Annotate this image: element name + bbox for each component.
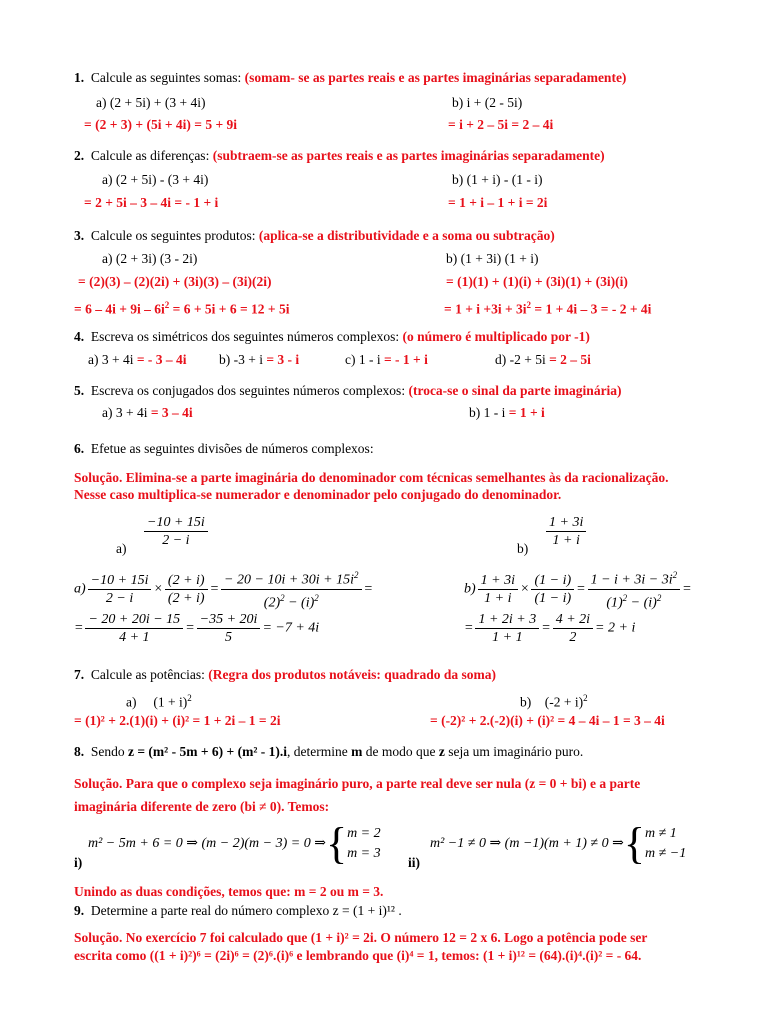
q8-ii-case2: m ≠ −1 xyxy=(644,846,687,861)
q7-b-exp: 2 xyxy=(583,693,588,703)
q7-number: 7. xyxy=(74,667,85,682)
q6-b-numerator: 1 + 3i xyxy=(546,514,586,532)
q5-hint: (troca-se o sinal da parte imaginária) xyxy=(408,383,622,398)
q4-b-solution: = 3 - i xyxy=(266,352,300,367)
q2-solution-a: = 2 + 5i – 3 – 4i = - 1 + i xyxy=(84,195,219,210)
q5-prompt xyxy=(74,382,622,400)
q3-item-b: b) (1 + 3i) (1 + i) xyxy=(446,251,539,266)
q1-solution-b: = i + 2 – 5i = 2 – 4i xyxy=(448,117,554,132)
q5-text: Escreva os conjugados dos seguintes números complexos: xyxy=(90,383,406,398)
q6-a-denominator: 2 − i xyxy=(162,533,190,548)
q8-m-var: m xyxy=(351,744,363,759)
q9-solution-line1: Solução. No exercício 7 foi calculado que (1 + i)² = 2i. O número 12 = 2 x 6. Logo a potência pode ser xyxy=(74,930,648,945)
q4-d-solution: = 2 – 5i xyxy=(549,352,591,367)
q6-b-expansion-1: b) $\frac{1 + 3i}{1 + i}$ × $\frac{(1 - i)}{(1 - i)}$ = $\frac{1 - i + 3i - 3i^2}{(1)^2 - (i)^2}$ = xyxy=(464,567,692,611)
q6-b-f3-num-exp: 2 xyxy=(672,570,678,580)
q7-a-expr: (1 + i) xyxy=(153,694,188,710)
q8-i-case1: m = 2 xyxy=(347,826,381,841)
q4-c-solution: = - 1 + i xyxy=(383,352,428,367)
q6-b-f3-den-a: (1) xyxy=(606,595,623,611)
q6-a-f3-den-a: (2) xyxy=(263,595,281,611)
q6-a-f3-den-exp2: 2 xyxy=(314,592,319,603)
q6-b-work-label: b) xyxy=(464,581,476,597)
q8-ii-brace: { xyxy=(623,819,645,868)
q8-ii-equation: m² −1 ≠ 0 ⇒ (m −1)(m + 1) ≠ 0 ⇒ xyxy=(430,836,624,852)
q7-b-expr: (-2 + i) xyxy=(544,694,584,710)
q6-prompt xyxy=(74,440,374,458)
q6-b-f3-num: 1 − i + 3i − 3i xyxy=(590,572,673,588)
q1-prompt xyxy=(74,69,626,87)
q6-b-label: b) xyxy=(517,541,529,556)
q6-a-work-label: a) xyxy=(74,581,86,597)
q8-conclusion: Unindo as duas condições, temos que: m = 2 ou m = 3. xyxy=(74,884,384,899)
q8-number: 8. xyxy=(74,744,85,759)
q7-solution-b: = (-2)² + 2.(-2)(i) + (i)² = 4 – 4i – 1 = 3 – 4i xyxy=(430,713,665,728)
q8-text-post: seja um imaginário puro. xyxy=(444,744,584,759)
q7-item-a xyxy=(126,689,192,712)
q1-solution-a: = (2 + 3) + (5i + 4i) = 5 + 9i xyxy=(84,117,238,132)
q3-text: Calcule os seguintes produtos: xyxy=(90,228,256,243)
q5-a-label: a) 3 + 4i xyxy=(102,405,148,420)
q1-text: Calcule as seguintes somas: xyxy=(90,70,242,85)
q7-b-label: b) xyxy=(520,694,532,710)
q4-number: 4. xyxy=(74,329,85,344)
q6-b-f3-den-exp1: 2 xyxy=(622,592,628,603)
q7-solution-a: = (1)² + 2.(1)(i) + (i)² = 1 + 2i – 1 = 2i xyxy=(74,713,281,728)
q1-number: 1. xyxy=(74,70,85,85)
q1-item-b: b) i + (2 - 5i) xyxy=(452,95,523,110)
q6-a2-f1-num: − 20 + 20i − 15 xyxy=(85,611,183,629)
q6-a-f3-den-exp1: 2 xyxy=(280,592,285,603)
q6-a-expansion-2: = $\frac{- 20 + 20i - 15}{4 + 1}$ = $\frac{-35 + 20i}{5}$ = −7 + 4i xyxy=(74,612,320,645)
q3-solution-b-step1: = (1)(1) + (1)(i) + (3i)(1) + (3i)(i) xyxy=(446,274,628,289)
q2-solution-b: = 1 + i – 1 + i = 2i xyxy=(448,195,548,210)
q5-number: 5. xyxy=(74,383,85,398)
q3-a-step2-post: = 6 + 5i + 6 = 12 + 5i xyxy=(169,301,290,317)
q7-a-exp: 2 xyxy=(187,693,192,703)
q6-a-f2-num: (2 + i) xyxy=(165,572,208,590)
q8-prompt xyxy=(74,743,583,761)
q6-b-f3-den-exp2: 2 xyxy=(656,592,662,603)
q4-a-label: a) 3 + 4i xyxy=(88,352,134,367)
q3-solution-a-step1: = (2)(3) – (2)(2i) + (3i)(3) – (3i)(2i) xyxy=(78,274,272,289)
q3-b-step2-sup: 2 xyxy=(526,300,532,310)
q5-item-a xyxy=(102,404,193,422)
q3-b-step2-post: = 1 + 4i – 3 = - 2 + 4i xyxy=(531,301,652,317)
q6-a-result: = −7 + 4i xyxy=(262,620,320,636)
q3-a-step2-pre: = 6 – 4i + 9i – 6i xyxy=(74,301,165,317)
q8-i-brace: { xyxy=(325,819,348,868)
q6-b2-f1-num: 1 + 2i + 3 xyxy=(475,611,539,629)
q8-i-case2: m = 3 xyxy=(347,846,381,861)
q6-b-expansion-2: = $\frac{1 + 2i + 3}{1 + 1}$ = $\frac{4 + 2i}{2}$ = 2 + i xyxy=(464,612,636,645)
q6-b-f1-den: 1 + i xyxy=(484,590,512,606)
q7-text: Calcule as potências: xyxy=(90,667,205,682)
q6-a2-f2-den: 5 xyxy=(225,630,233,645)
q4-text: Escreva os simétricos dos seguintes números complexos: xyxy=(90,329,400,344)
q4-prompt xyxy=(74,328,590,346)
q6-a-f3-num: − 20 − 10i + 30i + 15i xyxy=(224,572,355,588)
q6-a2-f1-den: 4 + 1 xyxy=(119,630,150,645)
q3-number: 3. xyxy=(74,228,85,243)
q6-number: 6. xyxy=(74,441,85,456)
q6-b2-f2-den: 2 xyxy=(569,630,577,645)
q8-solution-line2: imaginária diferente de zero (bi ≠ 0). Temos: xyxy=(74,799,330,814)
q6-b-result: = 2 + i xyxy=(595,620,636,636)
q8-ii-label: ii) xyxy=(408,855,420,870)
q9-text: Determine a parte real do número complexo z = (1 + i)¹² . xyxy=(90,903,402,918)
q6-solution-line1: Solução. Elimina-se a parte imaginária do denominador com técnicas semelhantes às da racionalização. xyxy=(74,470,669,485)
q6-a-fraction xyxy=(142,514,210,549)
q8-solution-line1: Solução. Para que o complexo seja imaginário puro, a parte real deve ser nula (z = 0 + bi) e a parte xyxy=(74,776,641,791)
q1-item-a: a) (2 + 5i) + (3 + 4i) xyxy=(96,95,206,110)
q8-text-mid2: de modo que xyxy=(362,744,439,759)
q2-hint: (subtraem-se as partes reais e as partes imaginárias separadamente) xyxy=(212,148,605,163)
q6-text: Efetue as seguintes divisões de números complexos: xyxy=(90,441,374,456)
q8-z-var: z xyxy=(438,744,445,759)
q3-solution-b-step2 xyxy=(444,296,651,319)
q9-solution-line2: escrita como ((1 + i)²)⁶ = (2i)⁶ = (2)⁶.(i)⁶ e lembrando que (i)⁴ = 1, temos: (1 + i)¹² = (64).(i)⁴.(i)² = - 64. xyxy=(74,948,642,963)
q6-b-fraction xyxy=(544,514,588,549)
q8-condition-ii xyxy=(430,819,687,868)
q3-b-step2-pre: = 1 + i +3i + 3i xyxy=(444,301,527,317)
q4-hint: (o número é multiplicado por -1) xyxy=(402,329,590,344)
q8-i-equation: m² − 5m + 6 = 0 ⇒ (m − 2)(m − 3) = 0 ⇒ xyxy=(88,836,326,852)
q4-item-b xyxy=(219,351,299,369)
q6-b-f1-num: 1 + 3i xyxy=(478,572,518,590)
q6-a-label: a) xyxy=(116,541,127,556)
q5-b-label: b) 1 - i xyxy=(469,405,506,420)
q8-condition-i xyxy=(88,819,381,868)
q6-a-f3-num-exp: 2 xyxy=(354,570,359,580)
q6-a-f1-num: −10 + 15i xyxy=(88,572,152,590)
q6-b-f3-den-b: − (i) xyxy=(627,595,657,611)
q6-a2-f2-num: −35 + 20i xyxy=(197,611,261,629)
q3-hint: (aplica-se a distributividade e a soma ou subtração) xyxy=(258,228,555,243)
q8-text-pre: Sendo xyxy=(90,744,128,759)
q7-item-b xyxy=(520,689,588,712)
q6-a-numerator: −10 + 15i xyxy=(144,514,208,532)
q3-prompt xyxy=(74,227,555,245)
q4-c-label: c) 1 - i xyxy=(345,352,381,367)
q2-item-a: a) (2 + 5i) - (3 + 4i) xyxy=(102,172,209,187)
q8-text-mid: , determine xyxy=(287,744,352,759)
q4-item-c xyxy=(345,351,428,369)
q1-hint: (somam- se as partes reais e as partes imaginárias separadamente) xyxy=(244,70,627,85)
q7-a-label: a) xyxy=(126,694,137,710)
q6-b2-f2-num: 4 + 2i xyxy=(553,611,593,629)
q8-z-expression: z = (m² - 5m + 6) + (m² - 1).i xyxy=(128,744,288,759)
q2-text: Calcule as diferenças: xyxy=(90,148,210,163)
q6-b-f2-den: (1 − i) xyxy=(534,590,572,606)
q3-solution-a-step2 xyxy=(74,296,289,319)
q8-ii-case1: m ≠ 1 xyxy=(644,826,677,841)
q2-item-b: b) (1 + i) - (1 - i) xyxy=(452,172,543,187)
q4-item-a xyxy=(88,351,187,369)
q6-a-f1-den: 2 − i xyxy=(105,590,134,606)
q2-number: 2. xyxy=(74,148,85,163)
q6-b-denominator: 1 + i xyxy=(552,533,580,548)
q8-i-label: i) xyxy=(74,855,83,870)
q6-b2-f1-den: 1 + 1 xyxy=(492,630,523,645)
q3-a-step2-sup: 2 xyxy=(164,300,170,310)
q7-hint: (Regra dos produtos notáveis: quadrado da soma) xyxy=(208,667,497,682)
q4-item-d xyxy=(495,351,591,369)
q6-a-expansion-1: a) $\frac{-10 + 15i}{2 - i}$ × $\frac{(2 + i)}{(2 + i)}$ = $\frac{- 20 - 10i + 30i + 15i^2}{(2)^2 - (i)^2}$ = xyxy=(74,567,373,611)
q6-solution-line2: Nesse caso multiplica-se numerador e denominador pelo conjugado do denominador. xyxy=(74,487,562,502)
q6-a-f2-den: (2 + i) xyxy=(167,590,205,606)
q4-a-solution: = - 3 – 4i xyxy=(136,352,187,367)
q5-item-b xyxy=(469,404,545,422)
q9-prompt xyxy=(74,902,402,920)
q3-item-a: a) (2 + 3i) (3 - 2i) xyxy=(102,251,198,266)
q5-a-solution: = 3 – 4i xyxy=(150,405,193,420)
q5-b-solution: = 1 + i xyxy=(508,405,545,420)
q9-number: 9. xyxy=(74,903,85,918)
q6-a-f3-den-b: − (i) xyxy=(284,595,315,611)
q7-prompt xyxy=(74,666,496,684)
q4-b-label: b) -3 + i xyxy=(219,352,263,367)
q6-b-f2-num: (1 − i) xyxy=(531,572,574,590)
q2-prompt xyxy=(74,147,605,165)
q4-d-label: d) -2 + 5i xyxy=(495,352,546,367)
